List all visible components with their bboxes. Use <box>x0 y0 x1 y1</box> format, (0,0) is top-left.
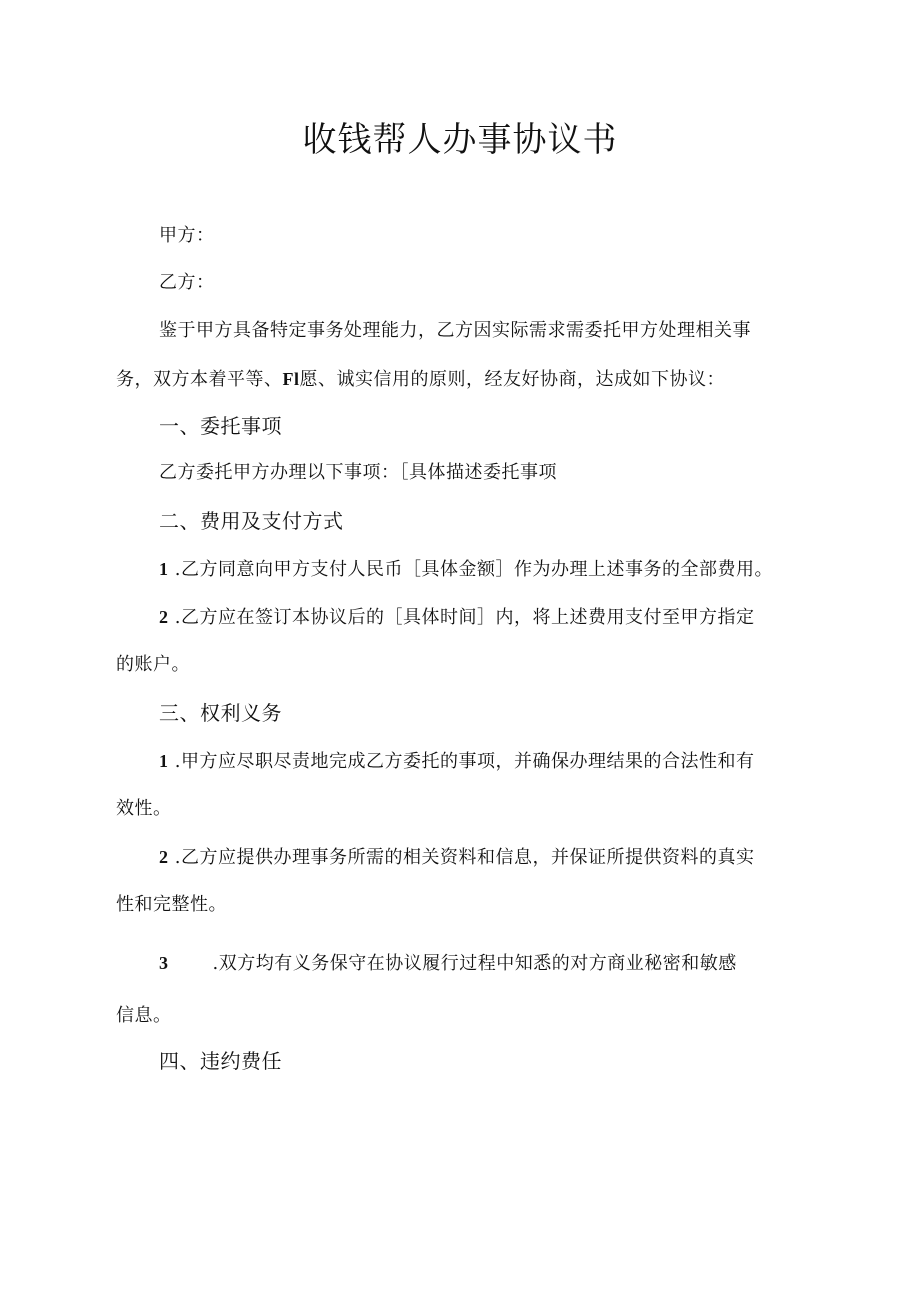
section-2-heading: 二、费用及支付方式 <box>159 509 344 533</box>
item-number: 2 <box>159 847 169 867</box>
section-3-item-2 <box>159 842 754 873</box>
section-2-item-2 <box>159 602 754 633</box>
section-3-heading: 三、权利义务 <box>159 701 282 725</box>
item-number: 1 <box>159 751 169 771</box>
item-number: 2 <box>159 607 169 627</box>
section-2-item-2-continued: 的账户。 <box>116 654 190 675</box>
preamble-line-2 <box>116 364 725 395</box>
preamble-line-1: 鉴于甲方具备特定事务处理能力，乙方因实际需求需委托甲方处理相关事 <box>159 320 751 341</box>
section-4-heading: 四、违约费任 <box>159 1049 282 1073</box>
section-3-item-1-continued: 效性。 <box>116 798 172 819</box>
party-a-label: 甲方： <box>159 225 215 246</box>
section-1-text: 乙方委托甲方办理以下事项：［具体描述委托事项 <box>159 462 557 483</box>
preamble-line-2-part-b: Fl <box>282 369 300 389</box>
section-1-heading: 一、委托事项 <box>159 414 282 438</box>
section-2-item-1 <box>159 554 773 585</box>
item-text: .乙方应提供办理事务所需的相关资料和信息，并保证所提供资料的真实 <box>174 847 755 868</box>
item-text: .乙方应在签订本协议后的［具体时间］内，将上述费用支付至甲方指定 <box>174 607 755 628</box>
section-3-item-3-continued: 信息。 <box>116 1005 172 1026</box>
item-text: .甲方应尽职尽责地完成乙方委托的事项，并确保办理结果的合法性和有 <box>174 751 755 772</box>
document-title: 收钱帮人办事协议书 <box>302 120 618 160</box>
item-number: 3 <box>159 953 169 973</box>
item-text: .乙方同意向甲方支付人民币［具体金额］作为办理上述事务的全部费用。 <box>174 559 773 580</box>
section-3-item-1 <box>159 746 754 777</box>
preamble-line-2-part-c: 愿、诚实信用的原则，经友好协商，达成如下协议： <box>299 369 725 390</box>
party-b-label: 乙方： <box>159 272 215 293</box>
item-text: .双方均有义务保守在协议履行过程中知悉的对方商业秘密和敏感 <box>212 953 737 974</box>
section-3-item-3 <box>159 948 737 979</box>
preamble-line-2-part-a: 务，双方本着平等、 <box>116 369 283 390</box>
item-number: 1 <box>159 559 169 579</box>
section-3-item-2-continued: 性和完整性。 <box>116 894 227 915</box>
